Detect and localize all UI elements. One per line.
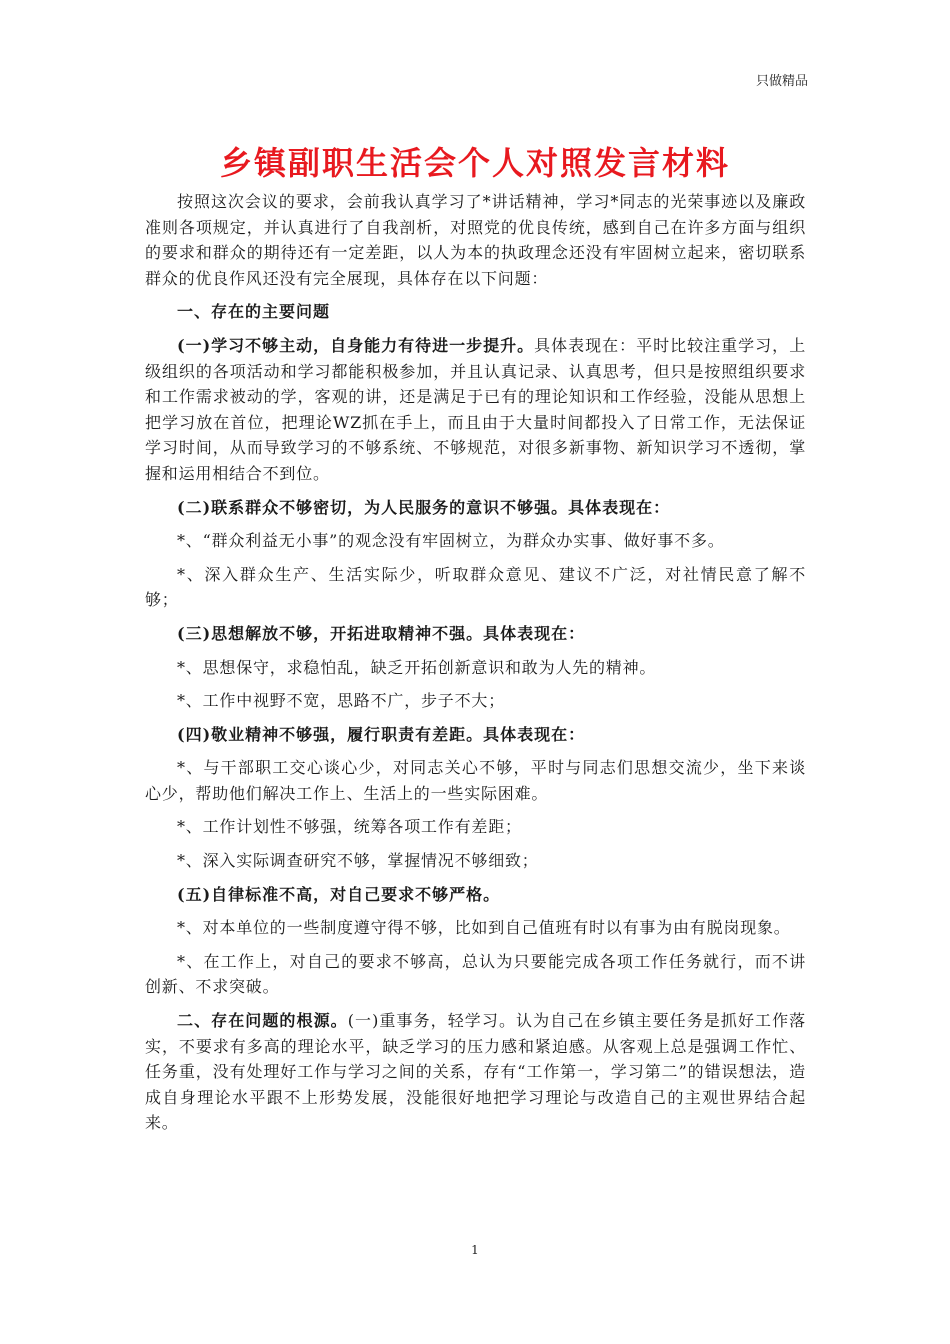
section2-heading: 二、存在问题的根源。	[177, 1011, 348, 1031]
item1-text: 具体表现在：平时比较注重学习，上级组织的各项活动和学习都能积极参加，并且认真记录、认真思考，但只是按照组织要求和工作需求被动的学，客观的讲，还是满足于已有的理论知识和工作经验，没能从思想上把学习放在首位，把理论WZ抓在手上，而且由于大量时间都投入了日常工作，无法保证学习时间，从而导致学习的不够系统、不够规范，对很多新事物、新知识学习不透彻，掌握和运用相结合不到位。	[145, 335, 806, 483]
item5-heading: (五)自律标准不高，对自己要求不够严格。	[177, 884, 501, 904]
item2-point: *、深入群众生产、生活实际少，听取群众意见、建议不广泛，对社情民意了解不够；	[145, 564, 806, 610]
item3-point: *、思想保守，求稳怕乱，缺乏开拓创新意识和敢为人先的精神。	[177, 657, 657, 677]
item4-point: *、深入实际调查研究不够，掌握情况不够细致；	[177, 851, 539, 871]
intro-paragraph: 按照这次会议的要求，会前我认真学习了*讲话精神，学习*同志的光荣事迹以及廉政准则各项规定，并认真进行了自我剖析，对照党的优良传统，感到自己在许多方面与组织的要求和群众的期待还有一定差距，以人为本的执政理念还没有牢固树立起来，密切联系群众的优良作风还没有完全展现，具体存在以下问题：	[145, 192, 806, 288]
item1-paragraph	[145, 333, 806, 487]
section1-heading: 一、存在的主要问题	[177, 302, 331, 322]
item3-point: *、工作中视野不宽，思路不广，步子不大；	[177, 691, 506, 711]
item4-point: *、与干部职工交心谈心少，对同志关心不够，平时与同志们思想交流少，坐下来谈心少，帮助他们解决工作上、生活上的一些实际困难。	[145, 758, 806, 803]
item3-heading: (三)思想解放不够，开拓进取精神不强。具体表现在：	[177, 623, 586, 643]
section2-paragraph	[145, 1008, 806, 1136]
item4-point: *、工作计划性不够强，统筹各项工作有差距；	[177, 817, 522, 837]
item2-heading: (二)联系群众不够密切，为人民服务的意识不够强。具体表现在：	[177, 497, 671, 517]
page-number: 1	[471, 1243, 479, 1257]
document-body	[145, 189, 806, 1136]
header-tag: 只做精品	[755, 74, 808, 89]
section2-text: (一)重事务，轻学习。认为自己在乡镇主要任务是抓好工作落实，不要求有多高的理论水平，缺乏学习的压力感和紧迫感。从客观上总是强调工作忙、任务重，没有处理好工作与学习之间的关系，存有“工作第一，学习第二”的错误想法，造成自身理论水平跟不上形势发展，没能很好地把学习理论与改造自己的主观世界结合起来。	[145, 1011, 806, 1133]
item1-heading: (一)学习不够主动，自身能力有待进一步提升。	[177, 335, 535, 355]
item2-point: *、“群众利益无小事”的观念没有牢固树立，为群众办实事、做好事不多。	[177, 531, 725, 551]
item5-point: *、对本单位的一些制度遵守得不够，比如到自己值班有时以有事为由有脱岗现象。	[177, 918, 791, 938]
item5-point: *、在工作上，对自己的要求不够高，总认为只要能完成各项工作任务就行，而不讲创新、不求突破。	[145, 951, 806, 997]
document-title: 乡镇副职生活会个人对照发言材料	[219, 144, 730, 182]
item4-heading: (四)敬业精神不够强，履行职责有差距。具体表现在：	[177, 724, 586, 744]
